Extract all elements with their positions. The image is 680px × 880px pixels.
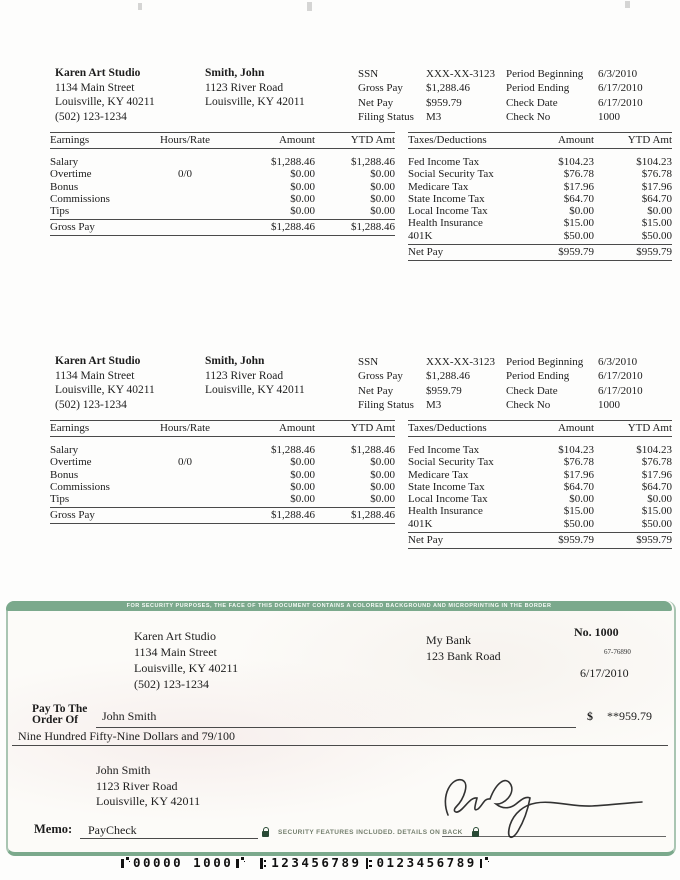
check-date-label: Check Date — [506, 96, 558, 109]
employer-city: Louisville, KY 40211 — [55, 384, 155, 396]
check-date: 6/17/2010 — [580, 666, 629, 680]
payer-city: Louisville, KY 40211 — [134, 661, 239, 675]
security-banner-text: FOR SECURITY PURPOSES, THE FACE OF THIS DOCUMENT CONTAINS A COLORED BACKGROUND AND MICROPRINTING IN THE BORDER — [126, 603, 552, 609]
check-payer-block — [134, 628, 238, 692]
pay-info-grid — [358, 357, 660, 411]
employer-address-block — [55, 66, 155, 124]
gross-pay-value: $1,288.46 — [426, 370, 470, 383]
table-row: Commissions $0.00 $0.00 — [50, 192, 395, 205]
pay-to-label: Pay To The Order Of — [32, 703, 88, 726]
employee-city: Louisville, KY 42011 — [205, 384, 305, 396]
micr-routing-field: 123456789 — [271, 855, 362, 870]
table-row: Commissions $0.00 $0.00 — [50, 480, 395, 493]
ssn-label: SSN — [358, 356, 379, 368]
deductions-table — [408, 132, 672, 261]
payer-name: Karen Art Studio — [134, 629, 216, 643]
bank-check — [6, 601, 676, 856]
employer-street: 1134 Main Street — [55, 81, 135, 94]
payee-name: John Smith — [102, 709, 157, 723]
check-date-label: Check Date — [506, 384, 558, 397]
employee-street: 1123 River Road — [205, 81, 284, 94]
gross-pay-total-row: Gross Pay $1,288.46 $1,288.46 — [50, 507, 395, 524]
table-row: Medicare Tax $17.96 $17.96 — [408, 180, 672, 193]
scan-speck — [307, 2, 312, 11]
net-pay-value: $959.79 — [426, 96, 462, 109]
table-row: State Income Tax $64.70 $64.70 — [408, 192, 672, 205]
gross-pay-value: $1,288.46 — [426, 82, 470, 95]
period-ending-value: 6/17/2010 — [598, 82, 643, 95]
employee-address-block — [205, 66, 305, 110]
net-pay-label: Net Pay — [358, 96, 394, 109]
table-row: Salary $1,288.46 $1,288.46 — [50, 156, 395, 168]
table-row: Fed Income Tax $104.23 $104.23 — [408, 156, 672, 168]
table-row: Health Insurance $15.00 $15.00 — [408, 505, 672, 518]
micr-transit-icon — [365, 857, 374, 869]
table-row: Social Security Tax $76.78 $76.78 — [408, 456, 672, 469]
net-pay-label: Net Pay — [358, 384, 394, 397]
micr-account-field: 0123456789 — [376, 855, 477, 870]
employer-name: Karen Art Studio — [55, 67, 141, 79]
table-row: Tips $0.00 $0.00 — [50, 205, 395, 218]
payee-addr-street: 1123 River Road — [96, 778, 178, 793]
payee-addr-city: Louisville, KY 42011 — [96, 794, 201, 808]
payee-underline — [96, 711, 576, 728]
lock-icon — [472, 831, 479, 837]
table-row: Local Income Tax $0.00 $0.00 — [408, 205, 672, 218]
table-row: Overtime 0/0 $0.00 $0.00 — [50, 456, 395, 469]
memo-value: PayCheck — [88, 823, 137, 837]
micr-transit-icon — [259, 857, 268, 869]
pay-stub-middle — [0, 354, 680, 554]
deductions-table — [408, 420, 672, 549]
period-beginning-label: Period Beginning — [506, 356, 584, 368]
employee-address-block — [205, 354, 305, 398]
period-ending-label: Period Ending — [506, 82, 570, 95]
period-beginning-label: Period Beginning — [506, 68, 584, 80]
net-pay-value: $959.79 — [426, 384, 462, 397]
table-row: Local Income Tax $0.00 $0.00 — [408, 493, 672, 506]
bank-address: 123 Bank Road — [426, 649, 501, 663]
payee-address-block — [96, 763, 200, 810]
table-row: State Income Tax $64.70 $64.70 — [408, 480, 672, 493]
check-no-value: 1000 — [598, 399, 620, 412]
bank-block — [426, 632, 501, 664]
table-row: Tips $0.00 $0.00 — [50, 493, 395, 506]
employer-phone: (502) 123-1234 — [55, 110, 127, 123]
table-row: Social Security Tax $76.78 $76.78 — [408, 168, 672, 181]
scan-speck — [138, 3, 142, 10]
table-row: Health Insurance $15.00 $15.00 — [408, 217, 672, 230]
security-banner — [6, 601, 672, 611]
period-beginning-value: 6/3/2010 — [598, 356, 638, 368]
amount-words: Nine Hundred Fifty-Nine Dollars and 79/100 — [18, 729, 235, 743]
pay-stub-top — [0, 66, 680, 266]
check-no-label: Check No — [506, 111, 551, 124]
ssn-label: SSN — [358, 68, 379, 80]
period-ending-label: Period Ending — [506, 370, 570, 383]
employer-address-block — [55, 354, 155, 412]
employee-street: 1123 River Road — [205, 369, 284, 382]
dollar-sign: $ — [587, 709, 593, 723]
scan-speck — [625, 1, 630, 8]
ssn-value: XXX-XX-3123 — [426, 356, 496, 368]
table-row: Salary $1,288.46 $1,288.46 — [50, 444, 395, 456]
micr-onus-icon — [236, 857, 245, 869]
employee-city: Louisville, KY 42011 — [205, 96, 305, 108]
period-ending-value: 6/17/2010 — [598, 370, 643, 383]
filing-status-value: M3 — [426, 111, 442, 124]
payee-addr-name: John Smith — [96, 763, 151, 777]
employer-street: 1134 Main Street — [55, 369, 135, 382]
table-row: Overtime 0/0 $0.00 $0.00 — [50, 168, 395, 181]
lock-icon — [262, 831, 269, 837]
earnings-table-header: Earnings Hours/Rate Amount YTD Amt — [50, 132, 395, 149]
table-row: 401K $50.00 $50.00 — [408, 229, 672, 242]
check-date-value: 6/17/2010 — [598, 96, 643, 109]
period-beginning-value: 6/3/2010 — [598, 68, 638, 80]
net-pay-total-row: Net Pay $959.79 $959.79 — [408, 244, 672, 261]
earnings-table — [50, 420, 395, 524]
table-row: Medicare Tax $17.96 $17.96 — [408, 468, 672, 481]
employer-phone: (502) 123-1234 — [55, 398, 127, 411]
amount-numeric: **959.79 — [607, 709, 652, 723]
gross-pay-label: Gross Pay — [358, 370, 403, 383]
pay-info-grid — [358, 69, 660, 123]
micr-onus-icon — [480, 857, 489, 869]
deductions-table-header: Taxes/Deductions Amount YTD Amt — [408, 132, 672, 149]
employee-name: Smith, John — [205, 67, 265, 79]
micr-line — [118, 855, 492, 870]
table-row: Fed Income Tax $104.23 $104.23 — [408, 444, 672, 456]
gross-pay-total-row: Gross Pay $1,288.46 $1,288.46 — [50, 219, 395, 236]
ssn-value: XXX-XX-3123 — [426, 68, 496, 80]
micr-check-field: 00000 1000 — [133, 855, 234, 870]
filing-status-value: M3 — [426, 399, 442, 412]
check-date-value: 6/17/2010 — [598, 384, 643, 397]
payer-street: 1134 Main Street — [134, 645, 217, 659]
gross-pay-label: Gross Pay — [358, 82, 403, 95]
employer-city: Louisville, KY 40211 — [55, 96, 155, 108]
employer-name: Karen Art Studio — [55, 355, 141, 367]
bank-name: My Bank — [426, 633, 471, 647]
check-no-label: Check No — [506, 399, 551, 412]
bank-fraction-code: 67-76890 — [604, 648, 631, 656]
micr-onus-icon — [121, 857, 130, 869]
memo-label: Memo: — [34, 822, 73, 836]
filing-status-label: Filing Status — [358, 399, 414, 412]
check-no-value: 1000 — [598, 111, 620, 124]
filing-status-label: Filing Status — [358, 111, 414, 124]
security-features-row — [262, 828, 479, 837]
net-pay-total-row: Net Pay $959.79 $959.79 — [408, 532, 672, 549]
earnings-table — [50, 132, 395, 236]
security-note: SECURITY FEATURES INCLUDED. DETAILS ON BACK — [278, 829, 463, 836]
deductions-table-header: Taxes/Deductions Amount YTD Amt — [408, 420, 672, 437]
table-row: 401K $50.00 $50.00 — [408, 517, 672, 530]
payer-phone: (502) 123-1234 — [134, 677, 209, 691]
check-number: No. 1000 — [574, 625, 619, 639]
table-row: Bonus $0.00 $0.00 — [50, 180, 395, 193]
table-row: Bonus $0.00 $0.00 — [50, 468, 395, 481]
earnings-table-header: Earnings Hours/Rate Amount YTD Amt — [50, 420, 395, 437]
employee-name: Smith, John — [205, 355, 265, 367]
